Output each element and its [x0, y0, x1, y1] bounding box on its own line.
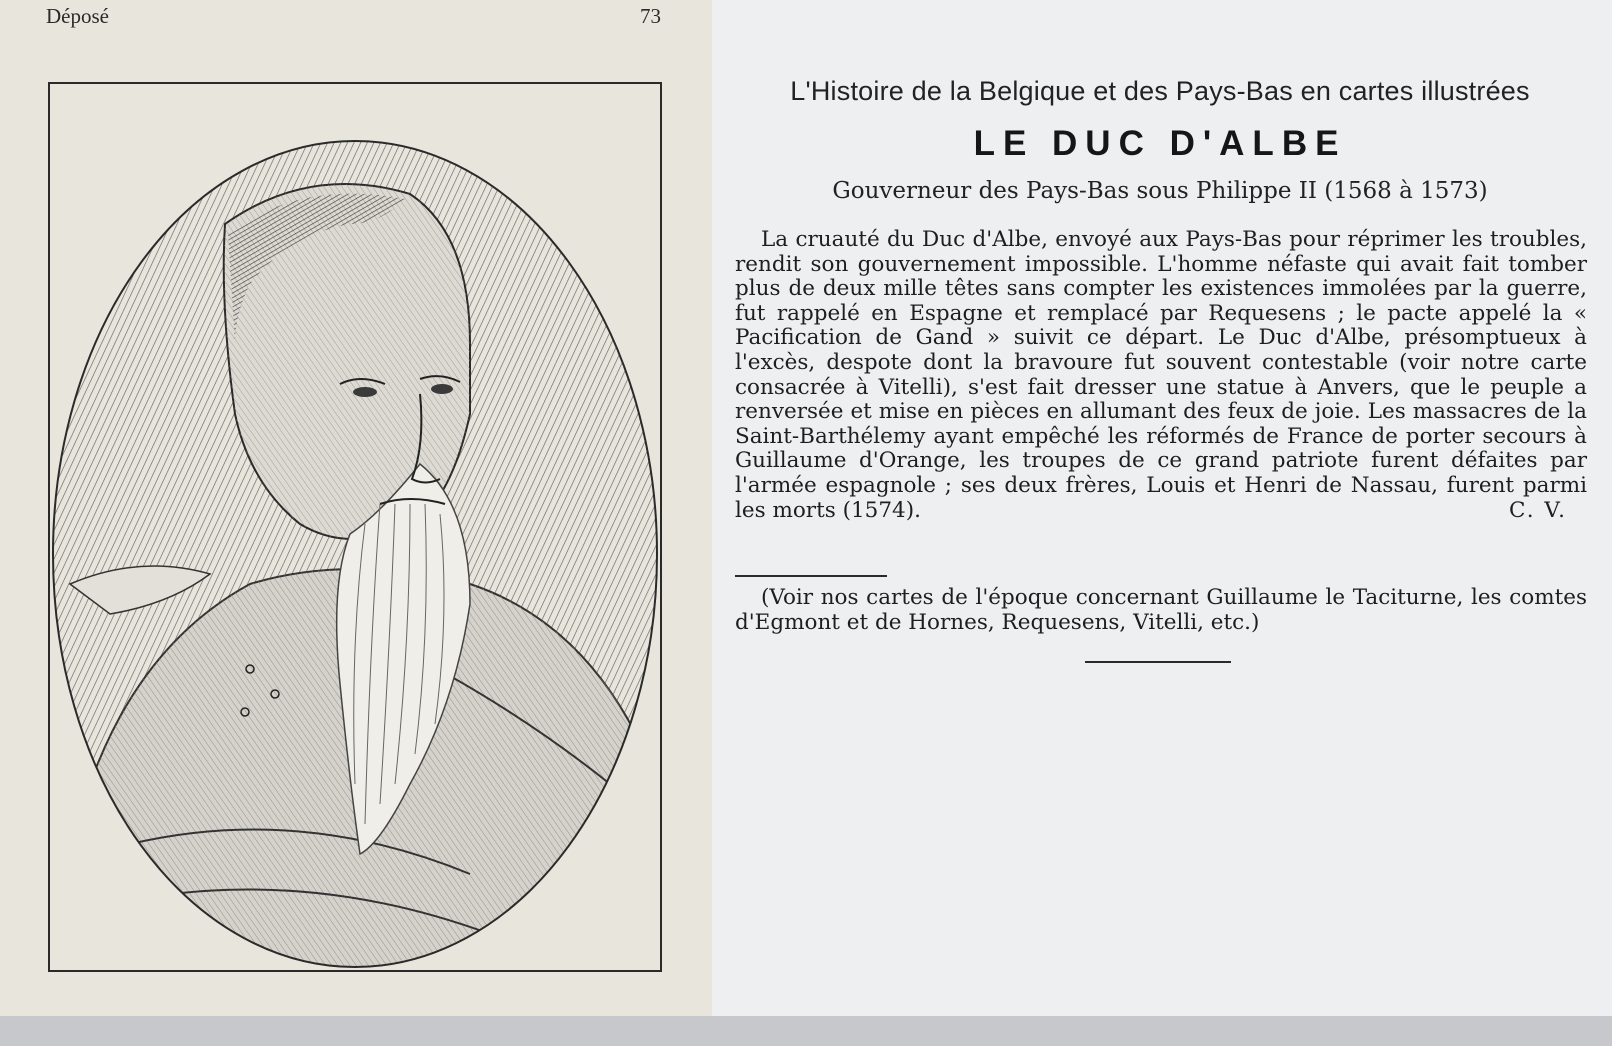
- reference-note: [735, 586, 1587, 635]
- divider-rule: [735, 575, 887, 577]
- page-number: 73: [640, 4, 661, 28]
- engraved-portrait-oval-icon: [50, 84, 660, 970]
- signature: C. V.: [1509, 497, 1567, 523]
- scan-background-strip: [0, 1016, 1612, 1046]
- card-title: LE DUC D'ALBE: [973, 124, 1347, 163]
- depose-label: Déposé: [46, 4, 109, 28]
- portrait-frame: [48, 82, 662, 972]
- body-text: [735, 228, 1587, 523]
- body-paragraph: La cruauté du Duc d'Albe, envoyé aux Pays-Bas pour réprimer les troubles, rendit son gouvernement impossible. L'homme néfaste qui avait fait tomber plus de deux mille têtes sans compter les existences immolées par la guerre, fut rappelé en Espagne et remplacé par Requesens ; le pacte appelé la « Pacification de Gand » suivit ce départ. Le Duc d'Albe, présomptueux à l'excès, despote dont la bravoure fut souvent contestable (voir notre carte consacrée à Vitelli), s'est fait dresser une statue à Anvers, que le peuple a renversée et mise en pièces en allumant des feux de joie. Les massacres de la Saint-Barthélemy ayant empêché les réformés de France de porter secours à Guillaume d'Orange, les troupes de ce grand patriote furent défaites par l'armée espagnole ; ses deux frères, Louis et Henri de Nassau, furent parmi les morts (1574).: [735, 227, 1587, 523]
- closing-rule: [1085, 661, 1231, 663]
- reference-note-text: (Voir nos cartes de l'époque concernant Guillaume le Taciturne, les comtes d'Egmont et de Hornes, Requesens, Vitelli, etc.): [735, 585, 1587, 635]
- series-title: L'Histoire de la Belgique et des Pays-Bas en cartes illustrées: [790, 76, 1530, 106]
- card-subtitle: Gouverneur des Pays-Bas sous Philippe II (1568 à 1573): [832, 178, 1488, 204]
